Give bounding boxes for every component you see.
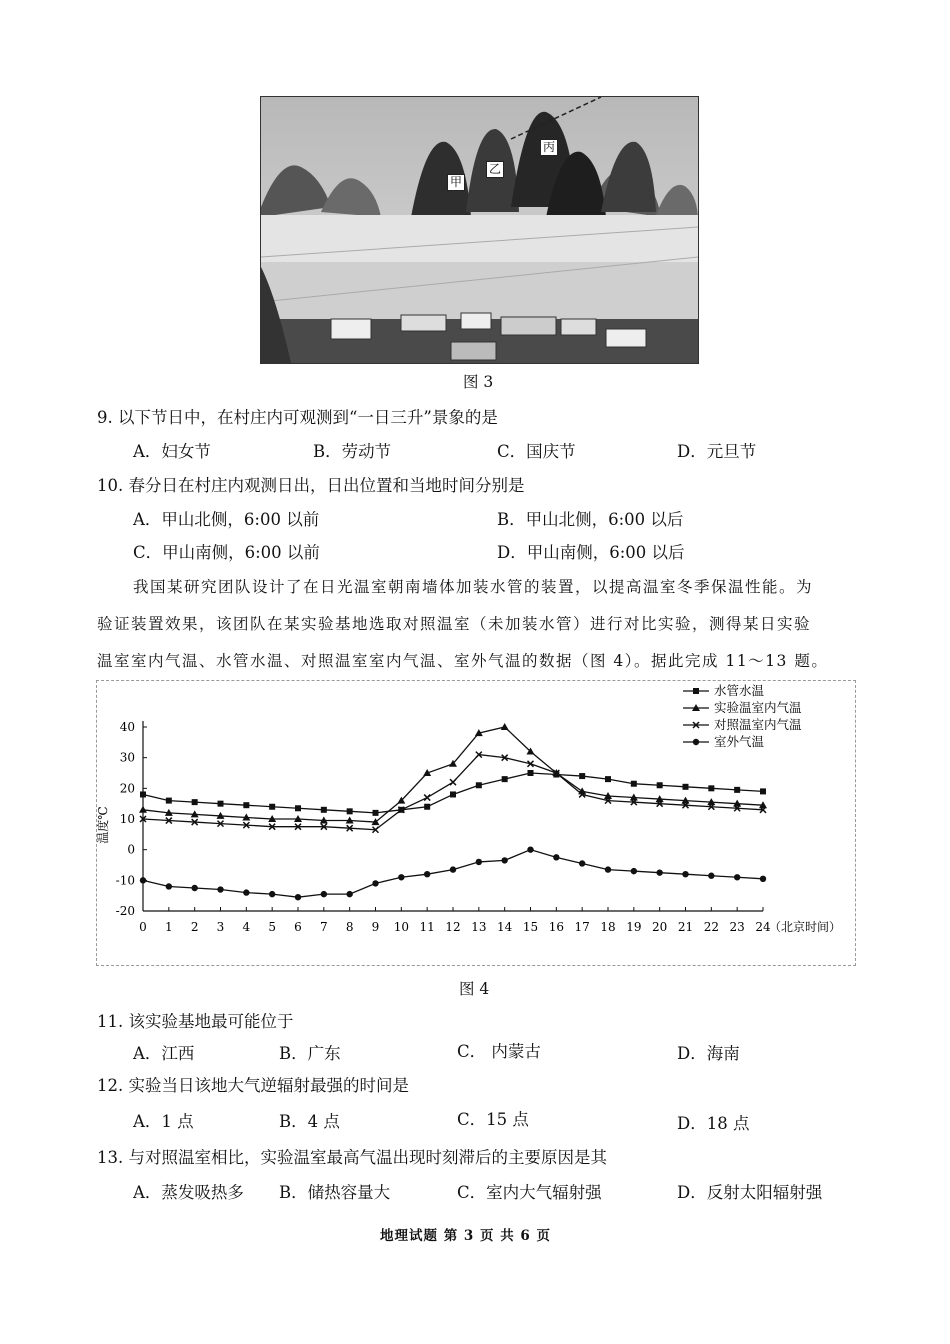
x-tick-label: 4 <box>242 920 251 934</box>
data-point <box>243 802 249 808</box>
x-tick-label: 22 <box>703 920 719 934</box>
data-point <box>140 877 146 883</box>
data-point <box>501 723 509 730</box>
series-line-1 <box>143 727 763 822</box>
question-number: 10. <box>97 476 124 495</box>
data-point <box>192 799 198 805</box>
q9-option-c: C．国庆节 <box>497 442 576 461</box>
data-point <box>295 894 301 900</box>
question-11 <box>97 1008 294 1032</box>
q9-option-a: A．妇女节 <box>133 442 211 461</box>
series-line-3 <box>143 850 763 898</box>
question-number: 13. <box>97 1148 124 1167</box>
question-12 <box>97 1072 409 1096</box>
label-yi: 乙 <box>486 161 504 178</box>
x-tick-label: 16 <box>548 920 564 934</box>
x-tick-label: 0 <box>139 920 147 934</box>
y-tick-label: 10 <box>119 812 135 826</box>
data-point <box>760 788 766 794</box>
data-point <box>501 857 507 863</box>
chart-axes <box>143 721 763 911</box>
x-tick-label: 9 <box>371 920 380 934</box>
data-point <box>269 804 275 810</box>
legend-marker <box>693 688 699 694</box>
x-tick-label: 7 <box>320 920 328 934</box>
y-tick-label: 40 <box>119 720 135 734</box>
legend-label: 室外气温 <box>714 734 765 749</box>
figure3-caption: 图 3 <box>463 373 494 391</box>
data-point <box>217 886 223 892</box>
x-tick-label: 24 <box>755 920 771 934</box>
q13-option-c: C．室内大气辐射强 <box>457 1183 602 1202</box>
data-point <box>734 874 740 880</box>
y-tick-label: 0 <box>127 842 135 857</box>
chart-legend <box>683 683 802 749</box>
q12-option-a: A．1 点 <box>133 1112 194 1131</box>
y-axis-label: 温度℃ <box>97 806 110 844</box>
question-text: 春分日在村庄内观测日出，日出位置和当地时间分别是 <box>128 476 525 495</box>
question-text: 该实验基地最可能位于 <box>128 1012 294 1031</box>
legend-marker <box>693 739 699 745</box>
data-point <box>683 784 689 790</box>
x-tick-label: 3 <box>216 920 225 934</box>
data-point <box>346 891 352 897</box>
x-tick-label: 11 <box>419 920 435 934</box>
data-point <box>708 873 714 879</box>
question-number: 11. <box>97 1012 124 1031</box>
q11-option-c: C． 内蒙古 <box>457 1042 541 1061</box>
q13-option-b: B．储热容量大 <box>279 1183 391 1202</box>
data-point <box>295 805 301 811</box>
data-point <box>321 891 327 897</box>
x-tick-label: 1 <box>165 920 173 934</box>
data-point <box>321 807 327 813</box>
x-tick-label: 19 <box>626 920 642 934</box>
x-tick-label: 6 <box>294 920 302 934</box>
chart-series <box>139 723 767 900</box>
question-13 <box>97 1144 607 1168</box>
chart-ticks <box>116 720 771 934</box>
data-point <box>578 787 586 794</box>
y-tick-label: 20 <box>119 781 135 796</box>
question-text: 与对照温室相比，实验温室最高气温出现时刻滞后的主要原因是其 <box>128 1148 607 1167</box>
y-tick-label: -20 <box>115 904 135 918</box>
data-point <box>424 804 430 810</box>
data-point <box>166 883 172 889</box>
q10-option-d: D．甲山南侧，6:00 以后 <box>497 543 685 562</box>
x-tick-label: 5 <box>268 920 276 934</box>
x-tick-label: 12 <box>445 920 461 934</box>
q12-option-c: C．15 点 <box>457 1110 529 1129</box>
question-text: 实验当日该地大气逆辐射最强的时间是 <box>128 1076 409 1095</box>
legend-label: 水管水温 <box>714 683 765 698</box>
x-tick-label: 20 <box>652 920 668 934</box>
data-point <box>424 795 430 801</box>
data-point <box>502 776 508 782</box>
data-point <box>450 866 456 872</box>
x-tick-label: 17 <box>574 920 590 934</box>
legend-label: 实验温室内气温 <box>714 700 802 715</box>
passage-line-2: 验证装置效果，该团队在某实验基地选取对照温室（未加装水管）进行对比实验，测得某日实验 <box>97 615 812 633</box>
data-point <box>579 860 585 866</box>
x-tick-label: 2 <box>190 920 199 934</box>
x-tick-label: 21 <box>677 920 694 934</box>
label-bing: 丙 <box>540 139 558 156</box>
y-tick-label: 30 <box>119 750 135 765</box>
karst-landscape-illustration <box>261 97 698 363</box>
data-point <box>656 869 662 875</box>
label-jia: 甲 <box>447 174 465 191</box>
q11-option-b: B．广东 <box>279 1044 341 1063</box>
data-point <box>734 787 740 793</box>
x-tick-label: 8 <box>345 920 354 934</box>
data-point <box>631 868 637 874</box>
x-tick-label: 13 <box>471 920 487 934</box>
data-point <box>605 866 611 872</box>
data-point <box>476 859 482 865</box>
passage-line-1: 我国某研究团队设计了在日光温室朝南墙体加装水管的装置，以提高温室冬季保温性能。为 <box>133 578 814 596</box>
x-tick-label: 23 <box>729 920 745 934</box>
data-point <box>708 785 714 791</box>
data-point <box>373 810 379 816</box>
data-point <box>218 801 224 807</box>
q13-option-d: D．反射太阳辐射强 <box>677 1183 823 1202</box>
data-point <box>398 874 404 880</box>
data-point <box>139 806 147 813</box>
passage-line-3: 温室室内气温、水管水温、对照温室室内气温、室外气温的数据（图 4）。据此完成 11～13 题。 <box>97 652 829 670</box>
data-point <box>760 876 766 882</box>
data-point <box>579 773 585 779</box>
page-footer: 地理试题 第 3 页 共 6 页 <box>380 1228 551 1244</box>
x-tick-label: 15 <box>522 920 539 934</box>
q9-option-b: B．劳动节 <box>313 442 392 461</box>
data-point <box>269 891 275 897</box>
x-tick-label: 10 <box>393 920 409 934</box>
q11-option-a: A．江西 <box>133 1044 195 1063</box>
data-point <box>372 880 378 886</box>
figure4-caption: 图 4 <box>459 980 490 998</box>
x-tick-label: 14 <box>497 920 513 934</box>
data-point <box>347 808 353 814</box>
data-point <box>631 781 637 787</box>
data-point <box>166 798 172 804</box>
data-point <box>450 779 456 785</box>
data-point <box>553 854 559 860</box>
q9-option-d: D．元旦节 <box>677 442 757 461</box>
data-point <box>605 776 611 782</box>
data-point <box>191 885 197 891</box>
data-point <box>243 889 249 895</box>
data-point <box>528 770 534 776</box>
q12-option-b: B．4 点 <box>279 1112 340 1131</box>
x-axis-label: （北京时间） <box>769 920 842 934</box>
temperature-line-chart <box>97 681 855 965</box>
question-text: 以下节日中，在村庄内可观测到“一日三升”景象的是 <box>118 408 498 427</box>
data-point <box>657 782 663 788</box>
q12-option-d: D．18 点 <box>677 1114 750 1133</box>
q10-option-c: C．甲山南侧，6:00 以前 <box>133 543 320 562</box>
x-tick-label: 18 <box>600 920 616 934</box>
question-number: 12. <box>97 1076 124 1095</box>
q13-option-a: A．蒸发吸热多 <box>133 1183 244 1202</box>
data-point <box>476 782 482 788</box>
y-tick-label: -10 <box>115 873 135 888</box>
question-9 <box>97 404 498 428</box>
data-point <box>450 791 456 797</box>
q11-option-d: D．海南 <box>677 1044 740 1063</box>
question-10 <box>97 472 525 496</box>
q10-option-b: B．甲山北侧，6:00 以后 <box>497 510 684 529</box>
data-point <box>424 871 430 877</box>
data-point <box>527 846 533 852</box>
data-point <box>682 871 688 877</box>
question-number: 9. <box>97 408 113 427</box>
q10-option-a: A．甲山北侧，6:00 以前 <box>133 510 320 529</box>
figure4-frame <box>96 680 856 966</box>
figure3-photo <box>260 96 699 364</box>
legend-label: 对照温室内气温 <box>714 717 802 732</box>
data-point <box>140 791 146 797</box>
